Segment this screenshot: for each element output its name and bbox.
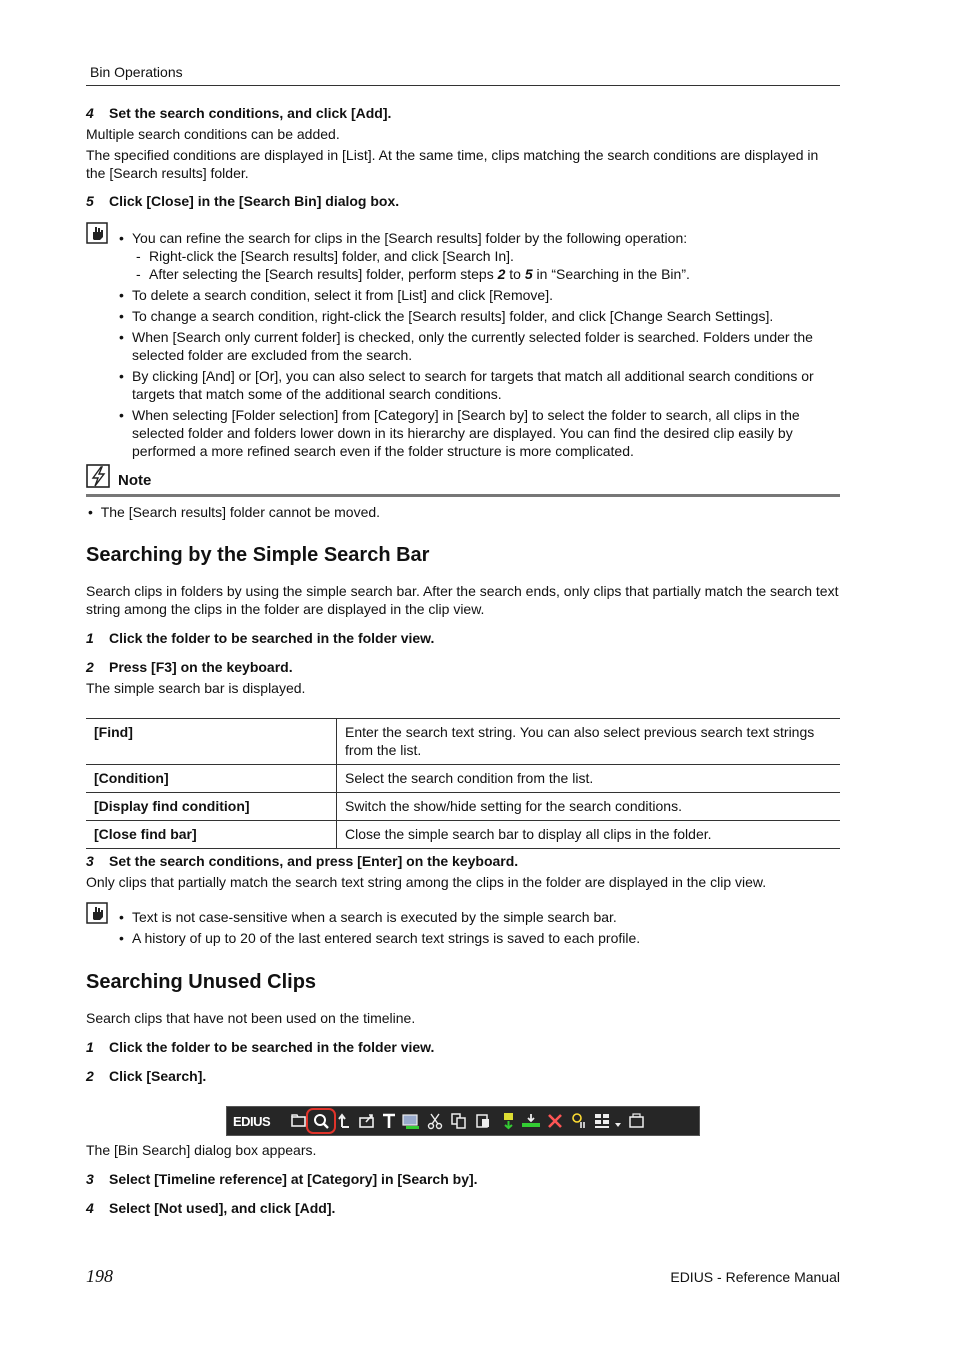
list-item: • When [Search only current folder] is checked, only the currently selected folder is searched. Folders under the selected folder are excluded from the search. [119, 329, 813, 363]
reference-table [86, 718, 840, 849]
running-header: Bin Operations [90, 64, 183, 80]
chevron-down-icon [613, 1111, 623, 1131]
bin-toolbar-screenshot [226, 1106, 700, 1136]
list-item: • You can refine the search for clips in the [Search results] folder by the following operation: - Right-click the [Search results] folder, and click [Search In]. - After selecting the [Search results] folder, perform steps 2 to 5 in “Searching in the Bin”. [118, 229, 840, 283]
step-text: Set the search conditions, and click [Add]. [109, 105, 392, 121]
add-to-timeline-icon [521, 1111, 541, 1131]
search-icon [311, 1111, 331, 1131]
view-icon [593, 1111, 613, 1131]
bin-settings-icon [627, 1111, 647, 1131]
list-item: • By clicking [And] or [Or], you can also select to search for targets that match all additional search conditions or targets that match some of the additional search conditions. [119, 368, 814, 402]
list-item: • To delete a search condition, select it from [List] and click [Remove]. [119, 287, 553, 303]
step-5-close [86, 192, 399, 210]
paragraph: The [Bin Search] dialog box appears. [86, 1142, 317, 1158]
note-item: • The [Search results] folder cannot be moved. [88, 504, 381, 520]
step-text: Click [Close] in the [Search Bin] dialog box. [109, 193, 400, 209]
list-item: • A history of up to 20 of the last entered search text strings is saved to each profile. [119, 930, 641, 946]
note-icon [86, 464, 111, 489]
footer-title: EDIUS - Reference Manual [670, 1269, 840, 1285]
table-row: [Display find condition] Switch the show/hide setting for the search conditions. [86, 793, 840, 821]
hint-list [118, 229, 840, 463]
paragraph: Only clips that partially match the search text string among the clips in the folder are displayed in the clip view. [86, 874, 767, 890]
step-number: 5 [86, 193, 94, 209]
hint-list [118, 908, 840, 950]
section-heading: Searching Unused Clips [86, 971, 317, 993]
open-icon [357, 1111, 377, 1131]
list-item: • When selecting [Folder selection] from [Category] in [Search by] to select the folder to search, all clips in the selected folder and folders lower down in its hierarchy are displayed. You can find the desired clip easily by performed a more refined search even if the folder structure is more complicated. [119, 407, 800, 459]
sub-item: - Right-click the [Search results] folder, and click [Search In]. [136, 248, 514, 264]
cut-icon [425, 1111, 445, 1131]
table-row: [Find] Enter the search text string. You can also select previous search text strings from the list. [86, 719, 840, 765]
list-item: • To change a search condition, right-click the [Search results] folder, and click [Change Search Settings]. [119, 308, 774, 324]
step-3: 3 Set the search conditions, and press [Enter] on the keyboard. [86, 853, 519, 869]
paragraph: Multiple search conditions can be added. [86, 126, 340, 142]
step-1: 1 Click the folder to be searched in the folder view. [86, 1039, 435, 1055]
step-4-add [86, 104, 391, 122]
hint-hand-icon [86, 902, 108, 924]
step-2: 2 Click [Search]. [86, 1068, 207, 1084]
paragraph: The simple search bar is displayed. [86, 680, 306, 696]
header-rule [86, 85, 840, 86]
paragraph: The specified conditions are displayed in [List]. At the same time, clips matching the search conditions are displayed in the [Search results] folder. [86, 147, 819, 181]
copy-icon [449, 1111, 469, 1131]
sub-item: - After selecting the [Search results] folder, perform steps 2 to 5 in “Searching in the Bin”. [136, 266, 690, 282]
paste-icon [473, 1111, 493, 1131]
step-2: 2 Press [F3] on the keyboard. [86, 659, 293, 675]
step-1: 1 Click the folder to be searched in the folder view. [86, 630, 435, 646]
step-3: 3 Select [Timeline reference] at [Category] in [Search by]. [86, 1171, 478, 1187]
table-row: [Close find bar] Close the simple search bar to display all clips in the folder. [86, 821, 840, 849]
delete-icon [545, 1111, 565, 1131]
table-row: [Condition] Select the search condition from the list. [86, 765, 840, 793]
paragraph: Search clips in folders by using the simple search bar. After the search ends, only clips that partially match the search text string among the clips in the folder are displayed in the clip view. [86, 583, 839, 617]
thumbnail-icon [401, 1111, 421, 1131]
up-folder-icon [335, 1111, 355, 1131]
page-number: 198 [86, 1266, 113, 1286]
paragraph: Search clips that have not been used on the timeline. [86, 1010, 416, 1026]
note-label: Note [118, 472, 152, 489]
properties-icon [569, 1111, 589, 1131]
hint-hand-icon [86, 222, 108, 244]
step-4: 4 Select [Not used], and click [Add]. [86, 1200, 336, 1216]
note-rule [86, 494, 840, 497]
title-icon [379, 1111, 399, 1131]
list-item: • Text is not case-sensitive when a search is executed by the simple search bar. [119, 909, 617, 925]
step-number: 4 [86, 105, 94, 121]
edius-logo: EDIUS [233, 1114, 271, 1129]
add-to-player-icon [499, 1111, 519, 1131]
section-heading: Searching by the Simple Search Bar [86, 544, 430, 566]
